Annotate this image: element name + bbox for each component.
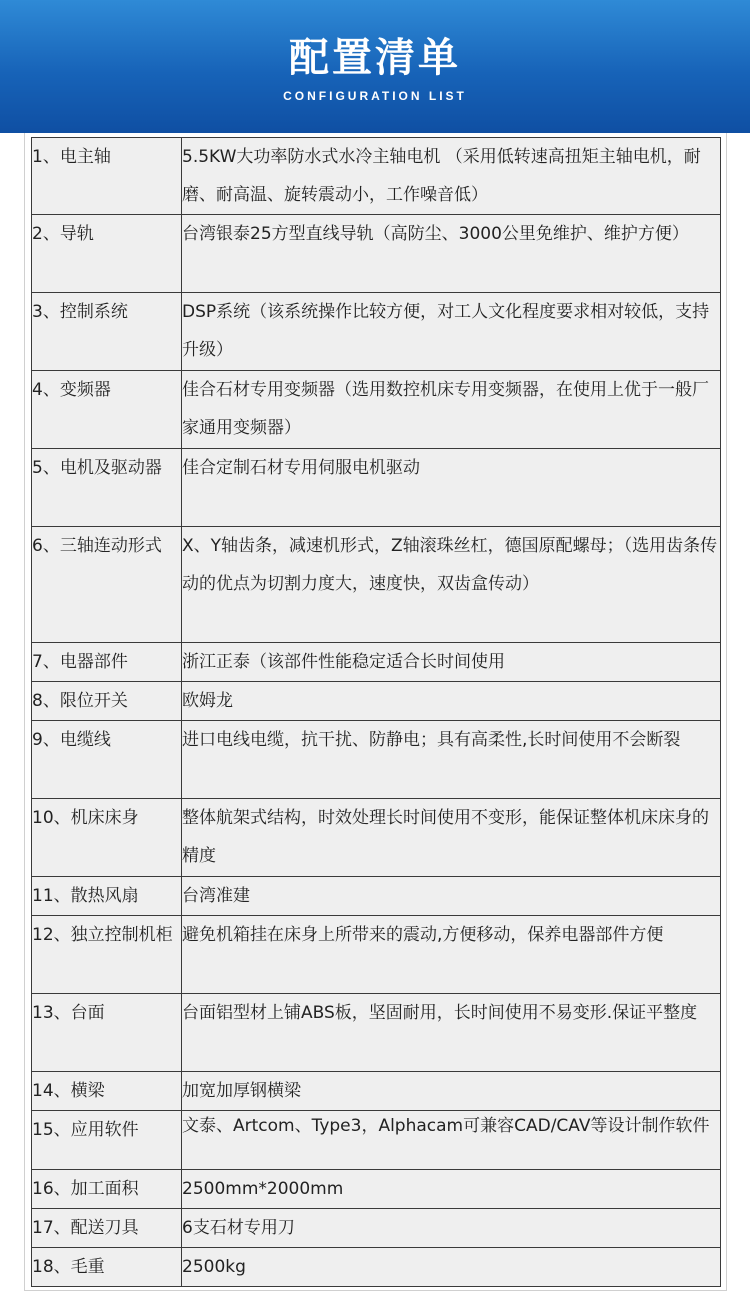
item-description: 加宽加厚钢横梁 (182, 1072, 721, 1111)
item-description: 浙江正泰（该部件性能稳定适合长时间使用 (182, 643, 721, 682)
item-name: 8、限位开关 (32, 682, 182, 721)
table-row (32, 1170, 721, 1209)
item-description: 整体航架式结构，时效处理长时间使用不变形，能保证整体机床床身的精度 (182, 799, 721, 877)
item-description: 5.5KW大功率防水式水冷主轴电机 （采用低转速高扭矩主轴电机，耐磨、耐高温、旋转震动小，工作噪音低） (182, 138, 721, 215)
item-description: DSP系统（该系统操作比较方便，对工人文化程度要求相对较低，支持升级） (182, 293, 721, 371)
table-row (32, 799, 721, 877)
item-name: 12、独立控制机柜 (32, 916, 182, 994)
config-table-body (32, 138, 721, 1287)
page-subtitle: CONFIGURATION LIST (283, 89, 467, 103)
item-name: 16、加工面积 (32, 1170, 182, 1209)
item-description: X、Y轴齿条，减速机形式，Z轴滚珠丝杠，德国原配螺母；（选用齿条传动的优点为切割力度大，速度快，双齿盒传动） (182, 527, 721, 643)
item-description: 进口电线电缆，抗干扰、防静电；具有高柔性,长时间使用不会断裂 (182, 721, 721, 799)
config-table (31, 137, 721, 1287)
item-name: 1、电主轴 (32, 138, 182, 215)
table-row (32, 215, 721, 293)
item-name: 4、变频器 (32, 371, 182, 449)
item-name: 13、台面 (32, 994, 182, 1072)
table-row (32, 643, 721, 682)
item-description: 台湾准建 (182, 877, 721, 916)
item-name: 2、导轨 (32, 215, 182, 293)
table-row (32, 527, 721, 643)
header-banner (0, 0, 750, 133)
table-row (32, 1209, 721, 1248)
table-row (32, 682, 721, 721)
item-description: 2500kg (182, 1248, 721, 1287)
table-row (32, 877, 721, 916)
item-name: 11、散热风扇 (32, 877, 182, 916)
item-description: 佳合石材专用变频器（选用数控机床专用变频器，在使用上优于一般厂家通用变频器） (182, 371, 721, 449)
config-table-frame (24, 133, 727, 1291)
item-description: 2500mm*2000mm (182, 1170, 721, 1209)
table-row (32, 449, 721, 527)
item-name: 7、电器部件 (32, 643, 182, 682)
item-description: 台面铝型材上铺ABS板，坚固耐用，长时间使用不易变形.保证平整度 (182, 994, 721, 1072)
table-row (32, 138, 721, 215)
item-description: 避免机箱挂在床身上所带来的震动,方便移动，保养电器部件方便 (182, 916, 721, 994)
table-row (32, 916, 721, 994)
table-row (32, 293, 721, 371)
item-name: 9、电缆线 (32, 721, 182, 799)
table-row (32, 1072, 721, 1111)
item-name: 10、机床床身 (32, 799, 182, 877)
item-name: 3、控制系统 (32, 293, 182, 371)
page-title: 配置清单 (289, 35, 461, 81)
item-name: 18、毛重 (32, 1248, 182, 1287)
item-description: 文泰、Artcom、Type3，Alphacam可兼容CAD/CAV等设计制作软件 (182, 1111, 721, 1170)
table-row (32, 721, 721, 799)
item-description: 6支石材专用刀 (182, 1209, 721, 1248)
table-row (32, 371, 721, 449)
item-name: 6、三轴连动形式 (32, 527, 182, 643)
item-description: 佳合定制石材专用伺服电机驱动 (182, 449, 721, 527)
item-name: 14、横梁 (32, 1072, 182, 1111)
item-description: 台湾银泰25方型直线导轨（高防尘、3000公里免维护、维护方便） (182, 215, 721, 293)
table-row (32, 1248, 721, 1287)
table-row (32, 1111, 721, 1170)
table-row (32, 994, 721, 1072)
item-name: 5、电机及驱动器 (32, 449, 182, 527)
item-description: 欧姆龙 (182, 682, 721, 721)
item-name: 15、应用软件 (32, 1111, 182, 1170)
item-name: 17、配送刀具 (32, 1209, 182, 1248)
